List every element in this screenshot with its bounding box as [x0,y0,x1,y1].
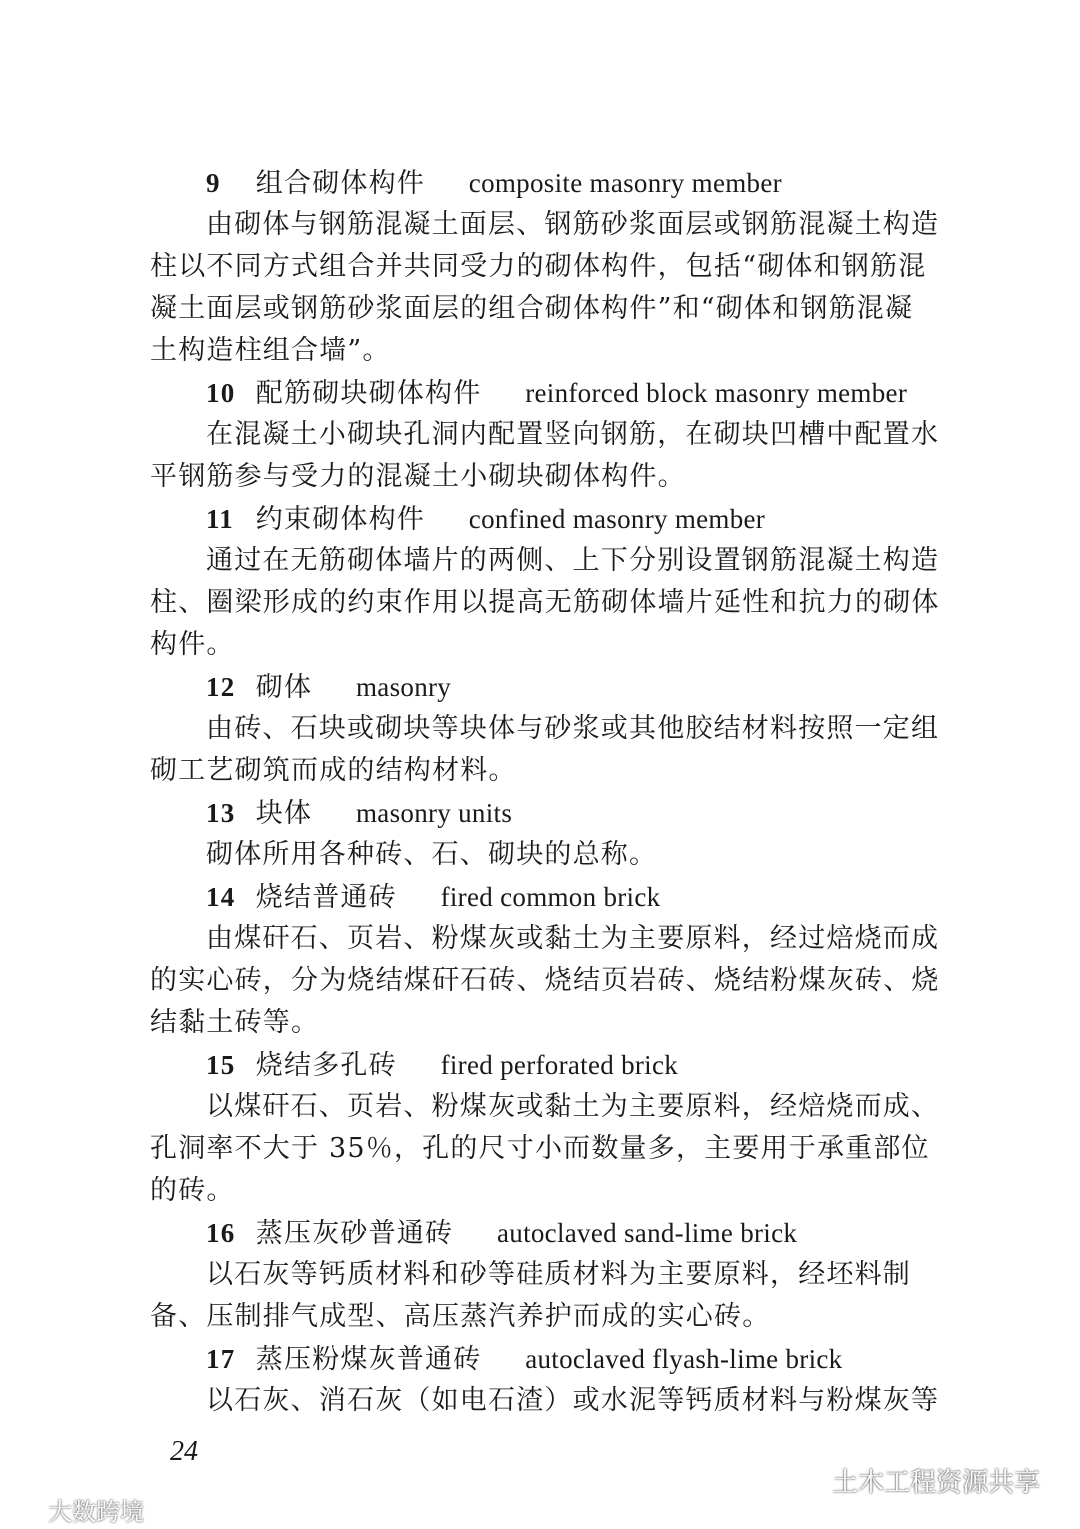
watermark-left [4,1492,144,1527]
term-chinese: 烧结多孔砖 [255,1050,397,1081]
term-english: confined masonry member [468,504,766,534]
term-heading [206,877,1006,918]
term-chinese: 组合砌体构件 [255,168,425,199]
logo-icon [4,1498,44,1522]
watermark-right [796,1462,1040,1499]
wechat-icon [796,1468,826,1494]
term-heading [206,1339,1006,1380]
term-heading [206,499,1006,540]
definition-line: 砌体所用各种砖、石、砌块的总称。 [206,839,658,870]
term-english: reinforced block masonry member [525,378,908,408]
term-english: fired perforated brick [440,1050,679,1080]
term-number: 17 [206,1344,236,1374]
watermark-text: 土木工程资源共享 [831,1468,1040,1498]
term-english: composite masonry member [468,168,782,198]
term-english: fired common brick [440,882,661,912]
term-chinese: 烧结普通砖 [255,882,397,913]
term-number: 13 [206,798,236,828]
definition-line: 构件。 [150,629,235,660]
term-heading [206,373,1006,414]
definition-line: 孔洞率不大于 35％，孔的尺寸小而数量多，主要用于承重部位 [150,1133,930,1164]
page-number: 24 [170,1436,198,1467]
term-chinese: 砌体 [255,672,313,703]
term-english: masonry units [356,798,513,828]
term-chinese: 蒸压灰砂普通砖 [255,1218,454,1249]
term-number: 10 [206,378,236,408]
definition-line: 柱以不同方式组合并共同受力的砌体构件，包括“砌体和钢筋混 [150,251,927,282]
definition-line: 土构造柱组合墙”。 [150,335,391,366]
term-heading [206,793,1006,834]
term-number: 9 [206,168,221,198]
definition-line: 平钢筋参与受力的混凝土小砌块砌体构件。 [150,461,686,492]
term-number: 15 [206,1050,236,1080]
term-number: 16 [206,1218,236,1248]
term-english: autoclaved flyash-lime brick [525,1344,843,1374]
term-chinese: 块体 [255,798,313,829]
definition-line: 的砖。 [150,1175,235,1206]
definition-line: 以石灰等钙质材料和砂等硅质材料为主要原料，经坯料制 [206,1259,911,1290]
term-number: 14 [206,882,236,912]
watermark-text: 大数跨境 [48,1498,144,1526]
term-chinese: 蒸压粉煤灰普通砖 [255,1344,482,1375]
term-heading [206,163,1006,204]
term-heading [206,1213,1006,1254]
definition-line: 凝土面层或钢筋砂浆面层的组合砌体构件”和“砌体和钢筋混凝 [150,293,914,324]
definition-line: 在混凝土小砌块孔洞内配置竖向钢筋，在砌块凹槽中配置水 [206,419,940,450]
definition-line: 由煤矸石、页岩、粉煤灰或黏土为主要原料，经过焙烧而成 [206,923,940,954]
definition-line: 砌工艺砌筑而成的结构材料。 [150,755,517,786]
definition-line: 备、压制排气成型、高压蒸汽养护而成的实心砖。 [150,1301,771,1332]
term-heading [206,667,1006,708]
term-number: 11 [206,504,234,534]
term-chinese: 配筋砌块砌体构件 [255,378,482,409]
term-chinese: 约束砌体构件 [255,504,425,535]
definition-line: 结黏土砖等。 [150,1007,320,1038]
definition-line: 的实心砖，分为烧结煤矸石砖、烧结页岩砖、烧结粉煤灰砖、烧 [150,965,940,996]
term-number: 12 [206,672,236,702]
definition-line: 以煤矸石、页岩、粉煤灰或黏土为主要原料，经焙烧而成、 [206,1091,940,1122]
definition-line: 通过在无筋砌体墙片的两侧、上下分别设置钢筋混凝土构造 [206,545,940,576]
term-english: masonry [356,672,452,702]
definition-line: 以石灰、消石灰（如电石渣）或水泥等钙质材料与粉煤灰等 [206,1385,940,1416]
definition-line: 柱、圈梁形成的约束作用以提高无筋砌体墙片延性和抗力的砌体 [150,587,940,618]
term-english: autoclaved sand-lime brick [497,1218,798,1248]
definition-line: 由砖、石块或砌块等块体与砂浆或其他胶结材料按照一定组 [206,713,940,744]
definition-line: 由砌体与钢筋混凝土面层、钢筋砂浆面层或钢筋混凝土构造 [206,209,940,240]
term-heading [206,1045,1006,1086]
